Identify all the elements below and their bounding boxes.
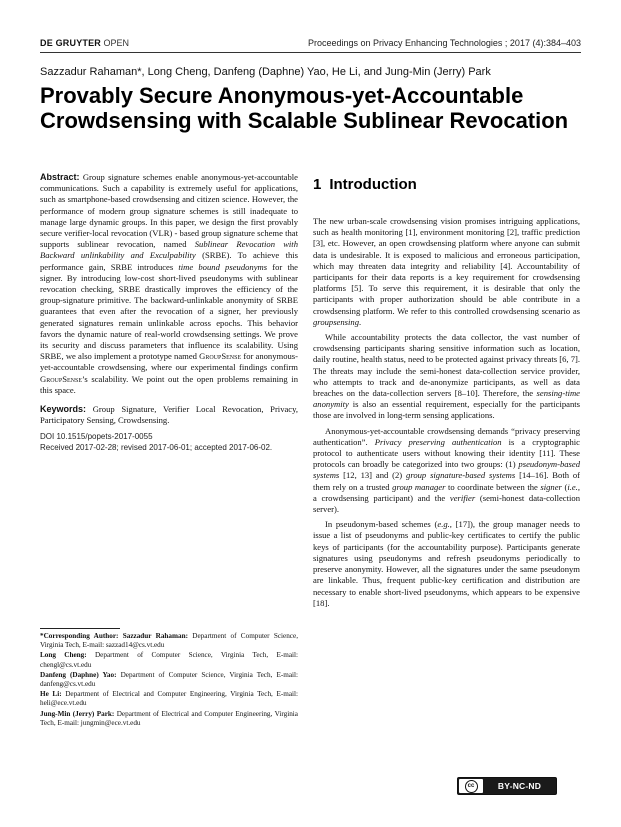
paper-title: Provably Secure Anonymous-yet-Accountable Crowdsensing with Scalable Sublinear Revocation bbox=[40, 83, 569, 133]
abstract-label: Abstract: bbox=[40, 172, 80, 182]
affiliation-item: He Li: Department of Electrical and Computer Engineering, Virginia Tech, E-mail: heli@ece.vt.edu bbox=[40, 690, 299, 708]
affiliation-item: Long Cheng: Department of Computer Science, Virginia Tech, E-mail: chengl@cs.vt.edu bbox=[40, 651, 298, 669]
author-list: Sazzadur Rahaman*, Long Cheng, Danfeng (Daphne) Yao, He Li, and Jung-Min (Jerry) Park bbox=[40, 66, 491, 78]
creative-commons-icon: cc bbox=[465, 780, 478, 793]
intro-paragraph: In pseudonym-based schemes (e.g., [17]), the group manager needs to issue a list of pseudonyms and public-key certificates to certify the public keys of participants (for the accountability purpose). Participants generate signatures using pseudonyms and refresh pseudonyms periodically to preserve anonymity. However, all the signatures under the same pseudonym are linkable. Thus, frequent public-key certification and distribution are necessary to enable short-lived pseudonyms, which appears to be expensive [18]. bbox=[313, 519, 581, 608]
license-label: BY-NC-ND bbox=[497, 781, 542, 791]
publisher-name: DE GRUYTER OPEN bbox=[40, 38, 130, 48]
footnote-divider bbox=[40, 628, 120, 629]
cc-license-badge[interactable] bbox=[457, 777, 557, 795]
section-heading: 1 Introduction bbox=[313, 176, 417, 193]
right-column bbox=[313, 172, 580, 609]
left-column bbox=[40, 172, 298, 454]
abstract: Abstract: Group signature schemes enable anonymous-yet-accountable communications. Such a capability is extremely useful for applications, such as smartphone-based crowdsensing and citizen science. However, the performance of modern group signature schemes is still inadequate to manage large dynamic groups. In this paper, we design the first provably secure verifier-local revocation (VLR) - based group signature scheme that supports sublinear revocation, named Sublinear Revocation with Backward unlinkability and Exculpability (SRBE). To achieve this performance gain, SRBE introduces time bound pseudonyms for the signer. By introducing low-cost short-lived pseudonyms with sublinear revocation checking, SRBE drastically improves the efficiency of the group-signature primitive. The backward-unlinkable anonymity of SRBE guarantees that even after the revocation of a signer, her previously generated signatures remain unlinkable across epochs. This behavior favors the dynamic nature of real-world crowdsensing settings. We prove its security and discuss parameters that influence its scalability. Using SRBE, we also implement a prototype named GroupSense for anonymous-yet-accountable crowdsensing, where our experimental findings confirm GroupSense’s scalability. We point out the open problems remaining in this space. bbox=[40, 172, 299, 395]
intro-paragraph: While accountability protects the data collector, the vast number of crowdsensing participants sharing sensitive information such as location, daily routine, health status, need to be protected against privacy threats [6, 7]. The threats may include the semi-honest data-collection service provider, who attempts to track and de-anonymize participants, as well as data breaches on the data-collection servers [8–10]. Therefore, the sensing-time anonymity is also an essential requirement, especially for the participants those are involved in long-term sensing applications. bbox=[313, 332, 580, 421]
intro-paragraph: Anonymous-yet-accountable crowdsensing demands “privacy preserving authentication”. Privacy preserving authentication is a cryptographic protocol to authenticate users without knowing their identity [11]. These protocols can broadly be categorized into two groups: (1) pseudonym-based systems [12, 13] and (2) group signature-based systems [14–16]. Both of them rely on a trusted group manager to coordinate between the signer (i.e., a crowdsensing participant) and the verifier (semi-honest data-collection server). bbox=[313, 425, 581, 515]
article-metadata bbox=[40, 432, 298, 454]
affiliation-item: Danfeng (Daphne) Yao: Department of Computer Science, Virginia Tech, E-mail: danfeng@cs.vt.edu bbox=[40, 670, 298, 689]
keywords-label: Keywords: bbox=[40, 404, 87, 415]
author-affiliations bbox=[40, 628, 298, 729]
cc-logo-box bbox=[459, 779, 483, 793]
header-divider bbox=[40, 52, 581, 53]
received-dates: Received 2017-02-28; revised 2017-06-01; accepted 2017-06-02. bbox=[40, 443, 273, 453]
running-header bbox=[40, 38, 581, 50]
doi-link[interactable]: DOI 10.1515/popets-2017-0055 bbox=[40, 432, 153, 442]
journal-citation: Proceedings on Privacy Enhancing Technologies ; 2017 (4):384–403 bbox=[307, 38, 581, 48]
affiliation-item: Jung-Min (Jerry) Park: Department of Electrical and Computer Engineering, Virginia Tech, E-mail: jungmin@ece.vt.edu bbox=[40, 709, 298, 727]
keywords: Keywords: Group Signature, Verifier Local Revocation, Privacy, Participatory Sensing, Crowdsensing. bbox=[40, 404, 299, 426]
intro-paragraph: The new urban-scale crowdsensing vision promises intriguing applications, such as health monitoring [1], environment monitoring [2], traffic prediction [3], etc. However, an open crowdsensing platform where anyone can submit data is undesirable. It is exposed to malicious and erroneous participation, which may threaten data integrity and reliability [4]. Accountability of participants for their data reports is a key requirement for crowdsensing platforms [5]. To serve this requirement, it is desirable that only the participants with proper authorization should be able contribute in a crowdsensing platform. We refer to this controlled crowdsensing scenario as groupsensing. bbox=[313, 216, 580, 327]
affiliation-item: *Corresponding Author: Sazzadur Rahaman: Department of Computer Science, Virginia Tech, E-mail: sazzad14@cs.vt.edu bbox=[40, 632, 298, 650]
